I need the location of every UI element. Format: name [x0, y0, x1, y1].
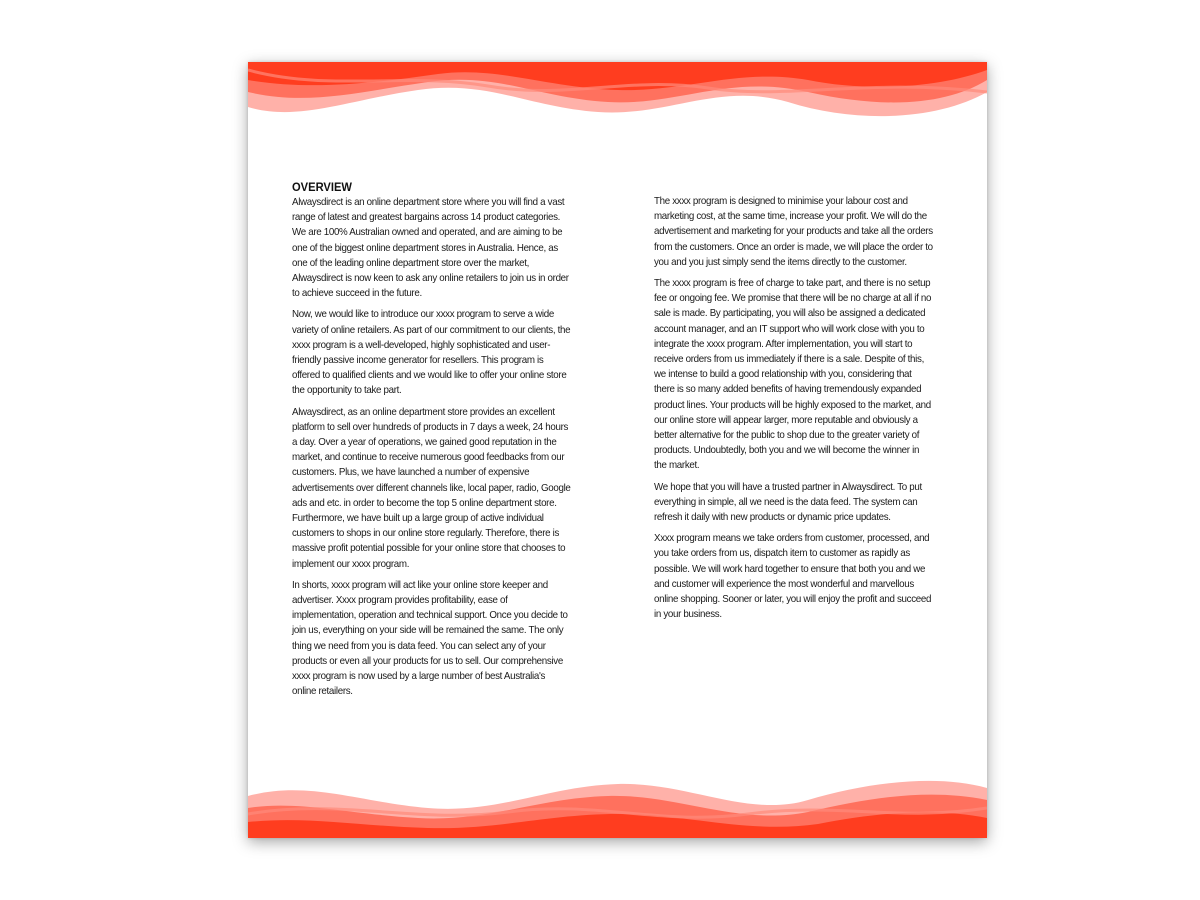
brochure-page [248, 62, 987, 838]
bottom-wave-decoration [248, 778, 987, 838]
program-paragraph-3: We hope that you will have a trusted partner in Alwaysdirect. To put everything in simple, all we need is the data feed. The system can refresh it daily with new products or dynamic price updates. [654, 480, 922, 524]
left-text-column [292, 180, 571, 706]
overview-paragraph-1: Alwaysdirect is an online department store where you will find a vast range of latest and greatest bargains across 14 product categories. We are 100% Australian owned and operated, and are aiming to be one of the biggest online department stores in Australia. Hence, as one of the leading online department store over the market, Alwaysdirect is now keen to ask any online retailers to join us in order to achieve succeed in the future. [292, 196, 569, 300]
overview-heading: OVERVIEW [292, 180, 352, 194]
program-paragraph-4: Xxxx program means we take orders from customer, processed, and you take orders from us, dispatch item to customer as rapidly as possible. We will work hard together to ensure that both you and we and customer will experience the most wonderful and marvellous online shopping. Sooner or later, you will enjoy the profit and succeed in your business. [654, 532, 932, 621]
right-text-column [654, 194, 933, 628]
top-wave-decoration [248, 62, 987, 124]
overview-paragraph-2: Now, we would like to introduce our xxxx program to serve a wide variety of online retailers. As part of our commitment to our clients, the xxxx program is a well-developed, highly sophisticated and user-friendly passive income generator for resellers. This program is offered to qualified clients and we would like to offer your online store the opportunity to take part. [292, 308, 571, 397]
overview-paragraph-3: Alwaysdirect, as an online department store provides an excellent platform to sell over hundreds of products in 7 days a week, 24 hours a day. Over a year of operations, we gained good reputation in the market, and continue to receive numerous good feedbacks from our customers. Plus, we have launched a number of expensive advertisements over different channels like, local paper, radio, Google ads and etc. in order to become the top 5 online department store. Furthermore, we have built up a large group of active individual customers to shops in our online store regularly. Therefore, there is massive profit potential possible for your online store that chooses to implement our xxxx program. [292, 405, 571, 570]
overview-paragraph-4: In shorts, xxxx program will act like your online store keeper and advertiser. Xxxx program provides profitability, ease of implementation, operation and technical support. Once you decide to join us, everything on your side will be remained the same. The only thing we need from you is data feed. You can select any of your products or even all your products for us to sell. Our comprehensive xxxx program is now used by a large number of best Australia's online retailers. [292, 578, 568, 698]
program-paragraph-1: The xxxx program is designed to minimise your labour cost and marketing cost, at the same time, increase your profit. We will do the advertisement and marketing for your products and take all the orders from the customers. Once an order is made, we will place the order to you and you just simply send the items directly to the customer. [654, 195, 933, 268]
program-paragraph-2: The xxxx program is free of charge to take part, and there is no setup fee or ongoing fee. We promise that there will be no charge at all if no sale is made. By participating, you will also be assigned a dedicated account manager, and an IT support who will work close with you to integrate the xxxx program. After implementation, you will start to receive orders from us immediately if there is a sale. Despite of this, we intense to build a good relationship with you, considering that there is so many added benefits of having tremendously expanded product lines. Your products will be highly exposed to the market, and our online store will appear larger, more reputable and obviously a better alternative for the public to shop due to the greater variety of products. Undoubtedly, both you and we will become the winner in the market. [654, 277, 932, 472]
